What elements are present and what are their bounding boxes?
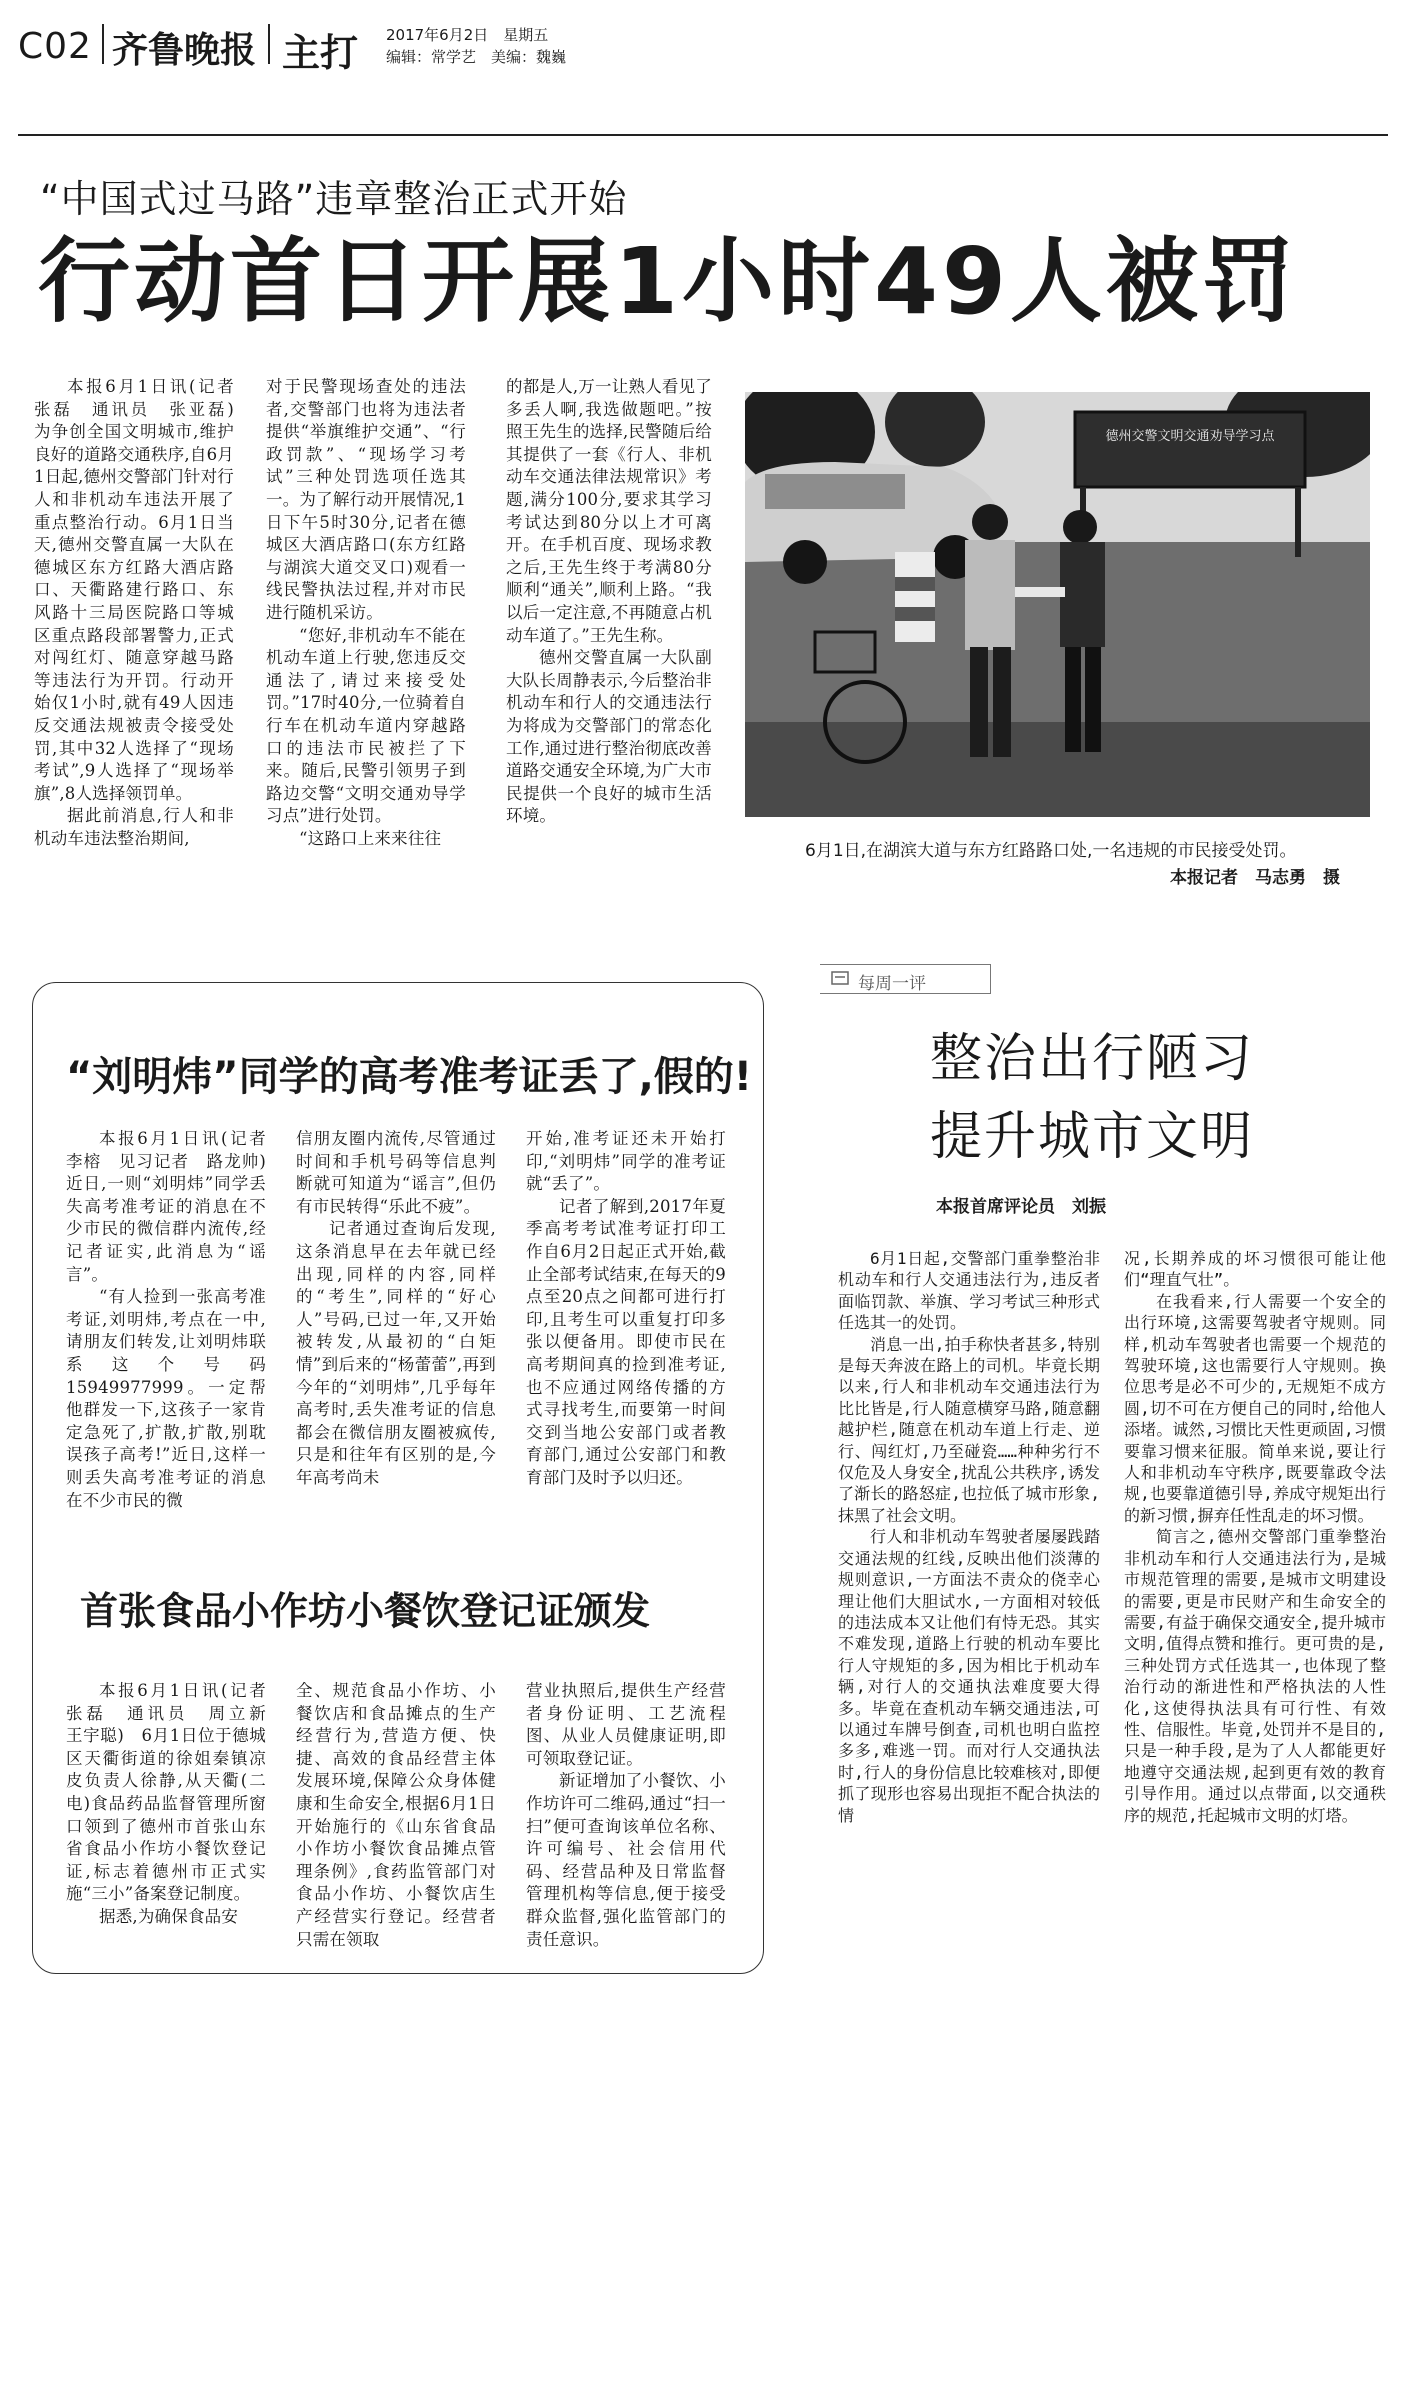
photo-credit: 本报记者 马志勇 摄 bbox=[1170, 868, 1340, 888]
review-paragraph: 在我看来,行人需要一个安全的出行环境,这需要驾驶者守规则。同样,机动车驾驶者也需要一个规范的驾驶环境,这也需要行人守规则。换位思考是必不可少的,无规矩不成方圆,切不可在方便自己的同时,给他人添堵。诚然,习惯比天性更顽固,习惯要靠习惯来征服。简单来说,要让行人和非机动车守秩序,既要靠政令法规,也要靠道德引导,养成守规矩出行的新习惯,摒弃任性乱走的坏习惯。 bbox=[1124, 1291, 1386, 1525]
lead-kicker: “中国式过马路”违章整治正式开始 bbox=[40, 177, 628, 221]
lead-headline: 行动首日开展1小时49人被罚 bbox=[38, 228, 1299, 335]
lead-paragraph: “这路口上来来往往 bbox=[299, 828, 442, 848]
caption-text: 6月1日,在湖滨大道与东方红路路口处,一名违规的市民接受处罚。 bbox=[805, 841, 1297, 861]
story3-paragraph: 据悉,为确保食品安 bbox=[99, 1906, 239, 1926]
photo-caption bbox=[745, 838, 1370, 892]
page-number: C02 bbox=[18, 26, 92, 67]
comment-icon bbox=[830, 969, 850, 989]
section-name: 主打 bbox=[282, 31, 359, 75]
lead-paragraph: “您好,非机动车不能在机动车道上行驶,您违反交通法了,请过来接受处罚。”17时40分,一位骑着自行车在机动车道内穿越路口的违法市民被拦了下来。随后,民警引领男子到路边交警“文明交通劝导学习点”进行处罚。 bbox=[266, 625, 466, 826]
story3-column-1 bbox=[66, 1680, 283, 1929]
story2-paragraph: 本报6月1日讯(记者 李榕 见习记者 路龙帅) 近日,一则“刘明炜”同学丢失高考准考证的消息在不少市民的微信群内流传,经记者证实,此消息为“谣言”。 bbox=[66, 1129, 283, 1284]
review-title bbox=[930, 1020, 1254, 1176]
lead-paragraph: 对于民警现场查处的违法者,交警部门也将为违法者提供“举旗维护交通”、“行政罚款”、“现场学习考试”三种处罚选项任选其一。为了解行动开展情况,1日下午5时30分,记者在德城区大酒店路口(东方红路与湖滨大道交叉口)观看一线民警执法过程,并对市民进行随机采访。 bbox=[266, 377, 466, 622]
photo-illustration bbox=[745, 392, 1370, 817]
story3-column-3 bbox=[526, 1680, 726, 1951]
lead-column-1 bbox=[34, 376, 251, 850]
story2-paragraph: “有人捡到一张高考准考证,刘明炜,考点在一中,请朋友们转发,让刘明炜联系这个号码15949977999。一定帮他群发一下,这孩子一家肯定急死了,扩散,扩散,别耽误孩子高考!”近日,这样一则丢失高考准考证的消息在不少市民的微 bbox=[66, 1287, 266, 1510]
story3-title: 首张食品小作坊小餐饮登记证颁发 bbox=[80, 1589, 651, 1633]
header-rule bbox=[18, 134, 1388, 136]
story2-title: “刘明炜”同学的高考准考证丢了,假的! bbox=[66, 1054, 753, 1100]
review-column-1 bbox=[838, 1248, 1100, 1826]
story2-paragraph: 记者了解到,2017年夏季高考考试准考证打印工作自6月2日起正式开始,截止全部考试结束,在每天的9点至20点之间都可进行打印,且考生可以重复打印多张以便备用。即使市民在高考期间真的捡到准考证,也不应通过网络传播的方式寻找考生,而要第一时间交到当地公安部门或者教育部门,通过公安部门和教育部门及时予以归还。 bbox=[526, 1196, 726, 1487]
story2-paragraph: 记者通过查询后发现,这条消息早在去年就已经出现,同样的内容,同样的“考生”,同样的“好心人”号码,已过一年,又开始被转发,从最初的“白矩情”到后来的“杨蕾蕾”,再到今年的“刘明炜”,几乎每年高考时,丢失准考证的信息都会在微信朋友圈被疯传,只是和往年有区别的是,今年高考尚未 bbox=[296, 1219, 496, 1487]
story3-paragraph: 营业执照后,提供生产经营者身份证明、工艺流程图、从业人员健康证明,即可领取登记证。 bbox=[526, 1681, 726, 1768]
story2-column-1 bbox=[66, 1128, 283, 1512]
review-tag-label: 每周一评 bbox=[858, 974, 926, 994]
lead-column-3 bbox=[506, 376, 712, 828]
review-paragraph: 行人和非机动车驾驶者屡屡践踏交通法规的红线,反映出他们淡薄的规则意识,一方面法不责众的侥幸心理让他们大胆试水,一方面相对较低的违法成本又让他们有恃无恐。其实不难发现,道路上行驶的机动车要比行人守规矩的多,因为相比于机动车辆,对行人的交通执法难度要大得多。毕竟在查机动车辆交通违法,可以通过车牌号倒查,司机也明白监控多多,难逃一罚。而对行人交通执法时,行人的身份信息比较难核对,即便抓了现形也容易出现拒不配合执法的情 bbox=[838, 1527, 1100, 1825]
review-title-line: 整治出行陋习 bbox=[930, 1029, 1255, 1089]
story3-paragraph: 新证增加了小餐饮、小作坊许可二维码,通过“扫一扫”便可查询该单位名称、许可编号、社会信用代码、经营品种及日常监督管理机构等信息,便于接受群众监督,强化监管部门的责任意识。 bbox=[526, 1771, 726, 1949]
lead-paragraph: 本报6月1日讯(记者 张磊 通讯员 张亚磊) 为争创全国文明城市,维护良好的道路交通秩序,自6月1日起,德州交警部门针对行人和非机动车违法开展了重点整治行动。6月1日当天,德州交警直属一大队在德城区东方红路大酒店路口、天衢路建行路口、东风路十三局医院路口等城区重点路段部署警力,正式对闯红灯、随意穿越马路等违法行为开罚。行动开始仅1小时,就有49人因违反交通法规被责令接受处罚,其中32人选择了“现场考试”,9人选择了“现场举旗”,8人选择领罚单。 bbox=[34, 377, 251, 803]
story2-paragraph: 开始,准考证还未开始打印,“刘明炜”同学的准考证就“丢了”。 bbox=[526, 1129, 726, 1194]
review-title-line: 提升城市文明 bbox=[930, 1107, 1255, 1167]
review-tag bbox=[820, 964, 991, 994]
review-byline: 本报首席评论员 刘振 bbox=[936, 1197, 1106, 1217]
lead-paragraph: 的都是人,万一让熟人看见了多丢人啊,我选做题吧。”按照王先生的选择,民警随后给其提供了一套《行人、非机动车交通法律法规常识》考题,满分100分,要求其学习考试达到80分以上才可离开。在手机百度、现场求教之后,王先生终于考满80分顺利“通关”,顺利上路。“我以后一定注意,不再随意占机动车道了。”王先生称。 bbox=[506, 377, 712, 645]
review-paragraph: 简言之,德州交警部门重拳整治非机动车和行人交通违法行为,是城市规范管理的需要,是城市文明建设的需要,更是市民财产和生命安全的需要,有益于确保交通安全,提升城市文明,值得点赞和推行。更可贵的是,三种处罚方式任选其一,也体现了整治行动的渐进性和严格执法的人性化,这使得执法具有可行性、有效性、信服性。毕竟,处罚并不是目的,只是一种手段,是为了人人都能更好地遵守交通法规,起到更有效的教育引导作用。通过以点带面,以交通秩序的规范,托起城市文明的灯塔。 bbox=[1124, 1527, 1386, 1825]
story3-paragraph: 本报6月1日讯(记者 张磊 通讯员 周立新 王宇聪) 6月1日位于德城区天衢街道的徐姐秦镇凉皮负责人徐静,从天衢(二电)食品药品监督管理所窗口领到了德州市首张山东省食品小作坊小餐饮登记证,标志着德州市正式实施“三小”备案登记制度。 bbox=[66, 1681, 283, 1904]
editor-credits: 编辑：常学艺 美编：魏巍 bbox=[386, 48, 567, 66]
review-paragraph: 况,长期养成的坏习惯很可能让他们“理直气壮”。 bbox=[1124, 1249, 1386, 1290]
header-divider bbox=[268, 24, 270, 64]
story2-column-2 bbox=[296, 1128, 496, 1490]
newspaper-logo: 齐鲁晚报 bbox=[112, 29, 257, 71]
review-column-2 bbox=[1124, 1248, 1386, 1826]
lead-paragraph: 据此前消息,行人和非机动车违法整治期间, bbox=[34, 806, 234, 848]
story3-column-2 bbox=[296, 1680, 496, 1951]
review-paragraph: 消息一出,拍手称快者甚多,特别是每天奔波在路上的司机。毕竟长期以来,行人和非机动车交通违法行为比比皆是,行人随意横穿马路,随意翻越护栏,随意在机动车道上行走、逆行、闯红灯,乃至碰瓷……种种劣行不仅危及人身安全,扰乱公共秩序,诱发了渐长的路怒症,也拉低了城市形象,抹黑了社会文明。 bbox=[838, 1334, 1100, 1525]
story3-paragraph: 全、规范食品小作坊、小餐饮店和食品摊点的生产经营行为,营造方便、快捷、高效的食品经营主体发展环境,保障公众身体健康和生命安全,根据6月1日开始施行的《山东省食品小作坊小餐饮食品摊点管理条例》,食药监管部门对食品小作坊、小餐饮店生产经营实行登记。经营者只需在领取 bbox=[296, 1681, 496, 1949]
story2-column-3 bbox=[526, 1128, 726, 1490]
issue-date: 2017年6月2日 星期五 bbox=[386, 26, 549, 44]
header-divider bbox=[102, 24, 104, 64]
lead-column-2 bbox=[266, 376, 466, 850]
review-paragraph: 6月1日起,交警部门重拳整治非机动车和行人交通违法行为,违反者面临罚款、举旗、学习考试三种形式任选其一的处罚。 bbox=[838, 1249, 1100, 1333]
story2-paragraph: 信朋友圈内流传,尽管通过时间和手机号码等信息判断就可知道为“谣言”,但仍有市民转得“乐此不疲”。 bbox=[296, 1129, 496, 1216]
photo-sign-text: 德州交警文明交通劝导学习点 bbox=[1105, 429, 1275, 444]
lead-paragraph: 德州交警直属一大队副大队长周静表示,今后整治非机动车和行人的交通违法行为将成为交警部门的常态化工作,通过进行整治彻底改善道路交通安全环境,为广大市民提供一个良好的城市生活环境。 bbox=[506, 648, 712, 826]
news-photo bbox=[745, 392, 1370, 817]
